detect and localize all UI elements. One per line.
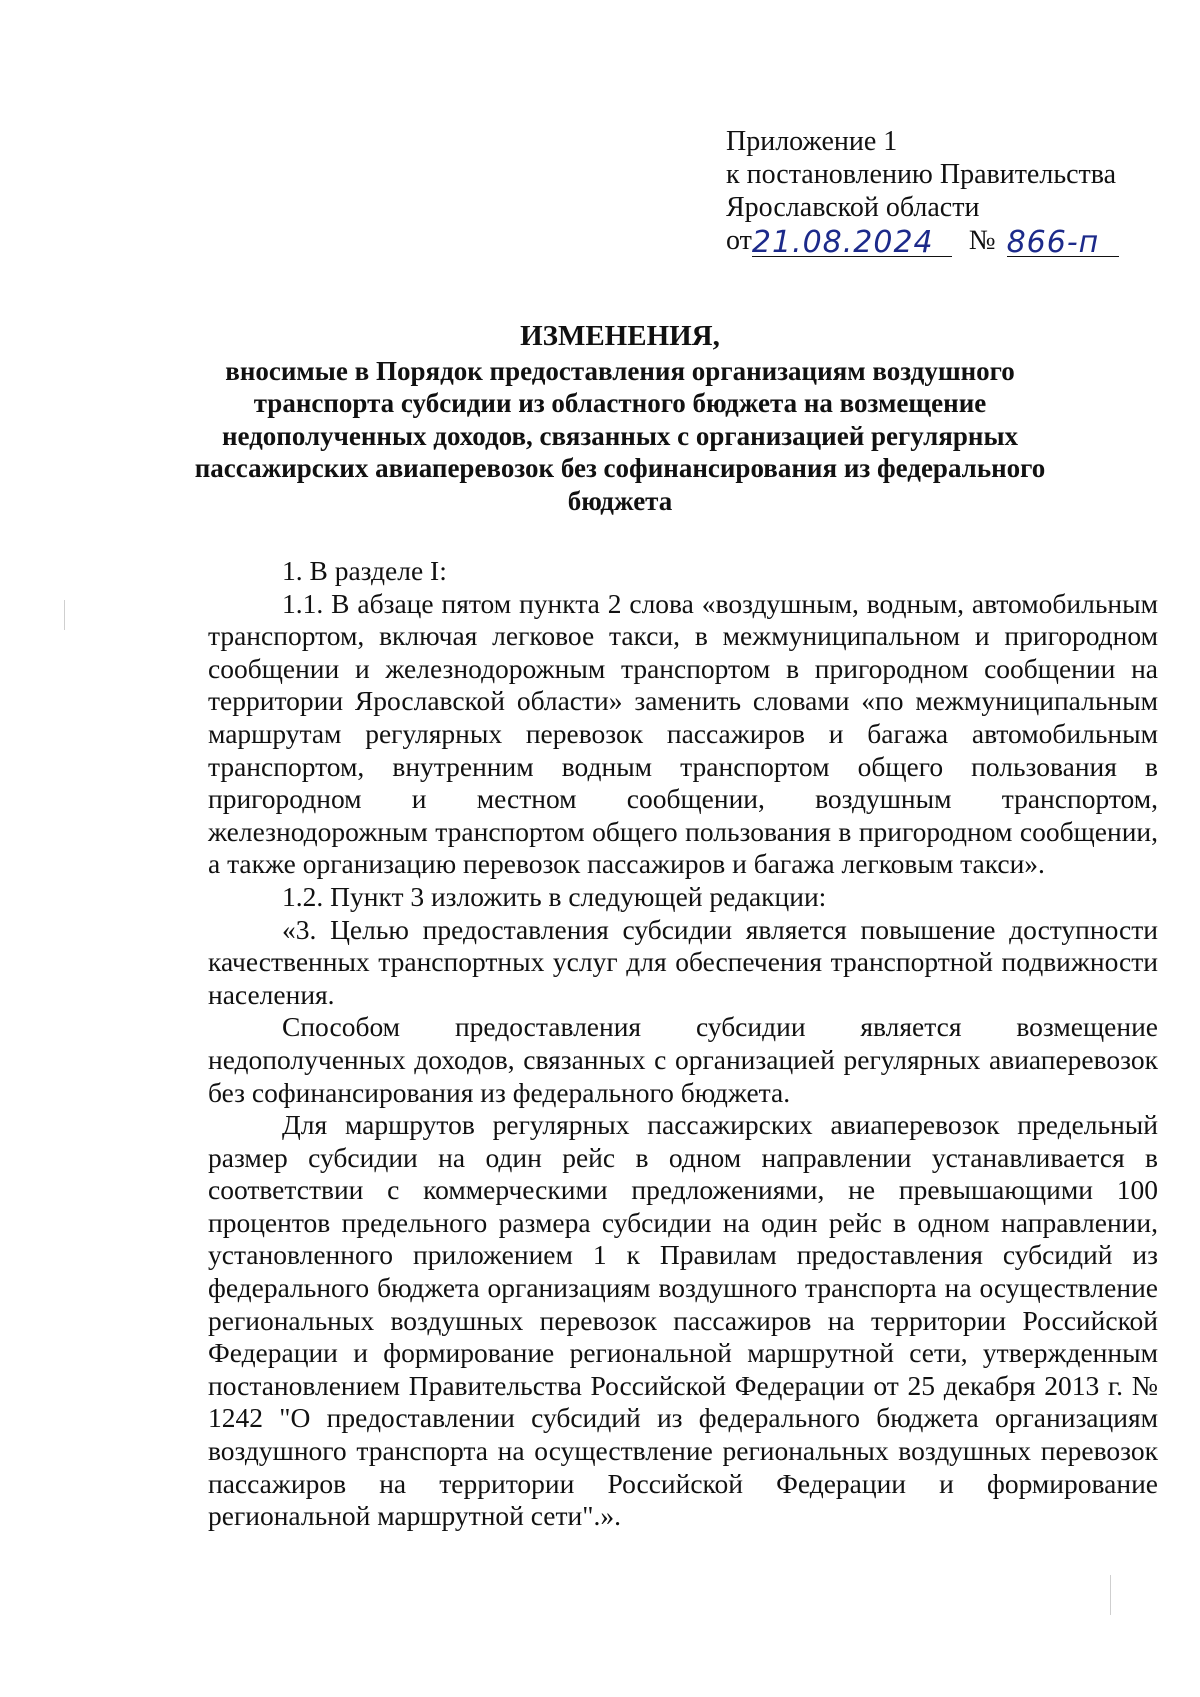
paragraph-1-2: 1.2. Пункт 3 изложить в следующей редакции: bbox=[282, 880, 827, 912]
scan-artifact bbox=[1110, 1575, 1111, 1615]
handwritten-number: 866-п bbox=[1006, 225, 1100, 260]
date-field bbox=[751, 225, 952, 260]
appendix-line-3: Ярославской области bbox=[726, 192, 980, 223]
appendix-line-1: Приложение 1 bbox=[726, 126, 898, 157]
handwritten-date: 21.08.2024 bbox=[751, 225, 934, 260]
appendix-line-2: к постановлению Правительства bbox=[726, 159, 1117, 190]
number-field bbox=[1006, 225, 1119, 260]
date-prefix: от bbox=[726, 225, 752, 256]
appendix-date-number-row bbox=[726, 224, 1166, 262]
paragraph-point-3: «3. Целью предоставления субсидии является повышение доступности качественных транспортных услуг для обеспечения транспортной подвижности населения. bbox=[208, 913, 1158, 1010]
title-subtitle: вносимые в Порядок предоставления организациям воздушного транспорта субсидии из областного бюджета на возмещение недополученных доходов, связанных с организацией регулярных пассажирских авиаперевозок без софинансирования из федерального бюджета bbox=[194, 355, 1046, 516]
title-main: ИЗМЕНЕНИЯ, bbox=[520, 320, 720, 352]
paragraph-limit: Для маршрутов регулярных пассажирских авиаперевозок предельный размер субсидии на один рейс в одном направлении устанавливается в соответствии с коммерческими предложениями, не превышающими 100 процентов предельного размера субсидии на один рейс в одном направлении, установленного приложением 1 к Правилам предоставления субсидий из федерального бюджета организациям воздушного транспорта на осуществление региональных воздушных перевозок пассажиров на территории Российской Федерации и формирование региональной маршрутной сети, утвержденным постановлением Правительства Российской Федерации от 25 декабря 2013 г. № 1242 "О предоставлении субсидий из федерального бюджета организациям воздушного транспорта на осуществление региональных воздушных перевозок пассажиров на территории Российской Федерации и формирование региональной маршрутной сети".». bbox=[208, 1109, 1158, 1532]
paragraph-section-1: 1. В разделе I: bbox=[282, 555, 447, 586]
document-body bbox=[208, 555, 1158, 1533]
document-title bbox=[180, 320, 1060, 517]
paragraph-method: Способом предоставления субсидии является возмещение недополученных доходов, связанных с организацией регулярных авиаперевозок без софинансирования из федерального бюджета. bbox=[208, 1011, 1158, 1108]
number-label: № bbox=[968, 225, 996, 256]
scan-artifact bbox=[64, 600, 65, 630]
appendix-header bbox=[726, 125, 1166, 262]
paragraph-1-1: 1.1. В абзаце пятом пункта 2 слова «воздушным, водным, автомобильным транспортом, включая легковое такси, в межмуниципальном и пригородном сообщении и железнодорожным транспортом в пригородном сообщении на территории Ярославской области» заменить словами «по межмуниципальным маршрутам регулярных перевозок пассажиров и багажа автомобильным транспортом, внутренним водным транспортом общего пользования в пригородном и местном сообщении, воздушным транспортом, железнодорожным транспортом общего пользования в пригородном сообщении, а также организацию перевозок пассажиров и багажа легковым такси». bbox=[208, 587, 1158, 880]
